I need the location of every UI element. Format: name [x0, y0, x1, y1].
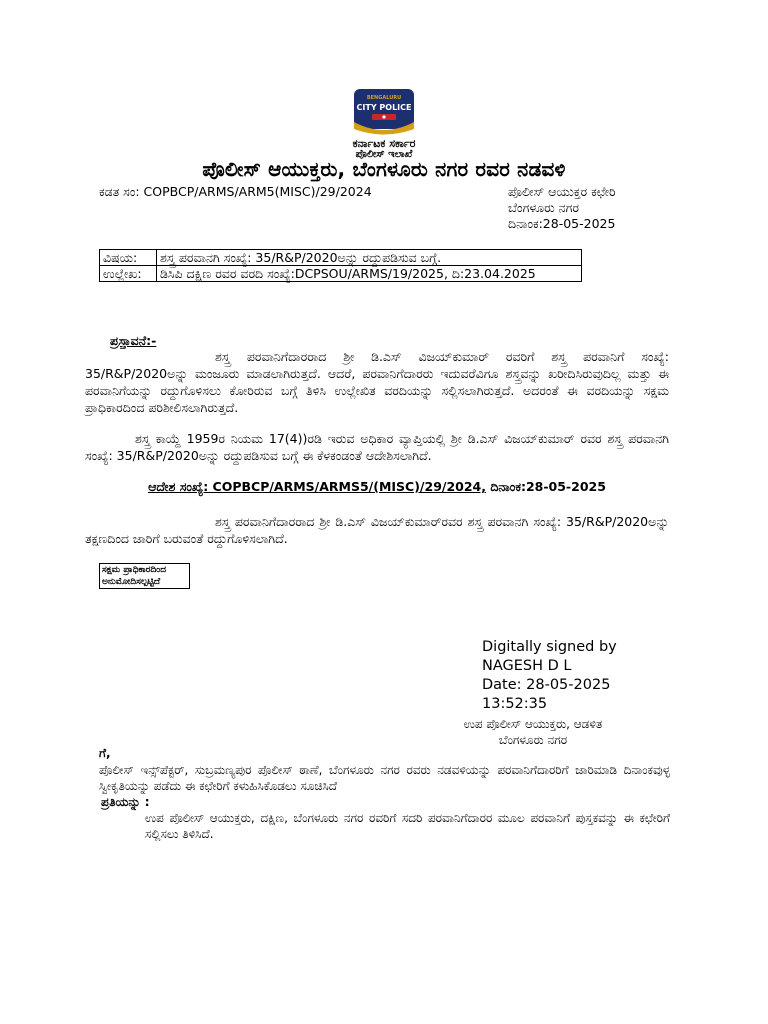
- preamble-heading: ಪ್ರಸ್ತಾವನೆ:-: [110, 333, 157, 348]
- subject-label: ವಿಷಯ:: [100, 250, 157, 266]
- signature-time: 13:52:35: [482, 696, 548, 712]
- government-line: ಕರ್ನಾಟಕ ಸರ್ಕಾರ: [352, 137, 416, 150]
- signature-date: Date: 28-05-2025: [482, 677, 611, 693]
- signature-line-1: Digitally signed by: [482, 639, 617, 655]
- designation-line-1: ಉಪ ಪೊಲೀಸ್ ಆಯುಕ್ತರು, ಆಡಳಿತ: [463, 717, 603, 731]
- order-heading: [85, 478, 669, 495]
- order-paragraph: ಶಸ್ತ್ರ ಪರವಾನಿಗೆದಾರರಾದ ಶ್ರೀ ಡಿ.ಎಸ್ ವಿಜಯ್‌ಕುಮಾರ್‌ರವರ ಶಸ್ತ್ರ ಪರವಾನಗಿ ಸಂಖ್ಯೆ: 35/R&P/2020ಅನ್ನು ತಕ್ಷಣದಿಂದ ಜಾರಿಗೆ ಬರುವಂತೆ ರದ್ದುಗೊಳಿಸಲಾಗಿದೆ.: [85, 514, 669, 546]
- document-date: ದಿನಾಂಕ:28-05-2025: [508, 216, 616, 231]
- signer-name: NAGESH D L: [482, 658, 572, 674]
- office-city: ಬೆಂಗಳೂರು ನಗರ: [508, 200, 579, 215]
- copy-to-paragraph: ಉಪ ಪೊಲೀಸ್ ಆಯುಕ್ತರು, ದಕ್ಷಿಣ, ಬೆಂಗಳೂರು ನಗರ ರವರಿಗೆ ಸದರಿ ಪರವಾನಿಗೆದಾರರ ಮೂಲ ಪರವಾನಿಗೆ ಪುಸ್ತಕವನ್ನು ಈ ಕಛೇರಿಗೆ ಸಲ್ಲಿಸಲು ತಿಳಿಸಿದೆ.: [145, 811, 670, 841]
- stamp-line-2: ಅನುಮೋದಿಸಲ್ಪಟ್ಟಿದೆ: [102, 577, 161, 587]
- reference-value: ಡಿಸಿಪಿ ದಕ್ಷಿಣ ರವರ ವರದಿ ಸಂಖ್ಯೆ:DCPSOU/ARMS/19/2025, ದಿ:23.04.2025: [157, 266, 582, 282]
- file-reference-number: ಕಡತ ಸಂ: COPBCP/ARMS/ARM5(MISC)/29/2024: [99, 184, 372, 199]
- order-date: ದಿನಾಂಕ:28-05-2025: [486, 479, 606, 494]
- recipient-paragraph: ಪೊಲೀಸ್ ಇನ್ಸ್‌ಪೆಕ್ಟರ್, ಸುಬ್ರಮಣ್ಯಪುರ ಪೊಲೀಸ್ ಠಾಣೆ, ಬೆಂಗಳೂರು ನಗರ ರವರು ನಡವಳಿಯನ್ನು ಪರವಾನಿಗೆದಾರರಿಗೆ ಜಾರಿಮಾಡಿ ದಿನಾಂಕವುಳ್ಳ ಸ್ವೀಕೃತಿಯನ್ನು ಪಡೆದು ಈ ಕಛೇರಿಗೆ ಕಳುಹಿಸಿಕೊಡಲು ಸೂಚಿಸಿದೆ: [99, 763, 670, 793]
- designation-line-2: ಬೆಂಗಳೂರು ನಗರ: [498, 733, 568, 747]
- stamp-line-1: ಸಕ್ಷಮ ಪ್ರಾಧಿಕಾರದಿಂದ: [102, 565, 167, 575]
- department-line: ಪೊಲೀಸ್ ಇಲಾಖೆ: [355, 149, 413, 160]
- approval-stamp: [99, 563, 190, 589]
- subject-row: [100, 250, 582, 266]
- logo-text-top: BENGALURU: [366, 95, 402, 101]
- reference-label: ಉಲ್ಲೇಖ:: [100, 266, 157, 282]
- office-name: ಪೊಲೀಸ್ ಆಯುಕ್ತರ ಕಛೇರಿ: [508, 184, 616, 199]
- logo-text-main: CITY POLICE: [356, 103, 412, 112]
- authority-paragraph: ಶಸ್ತ್ರ ಕಾಯ್ದೆ 1959ರ ನಿಯಮ 17(4))ರಡಿ ಇರುವ ಅಧಿಕಾರ ವ್ಯಾಪ್ತಿಯಲ್ಲಿ ಶ್ರೀ ಡಿ.ಎಸ್ ವಿಜಯ್‌ಕುಮಾರ್ ರವರ ಶಸ್ತ್ರ ಪರವಾನಗಿ ಸಂಖ್ಯೆ: 35/R&P/2020ಅನ್ನು ರದ್ದುಪಡಿಸುವ ಬಗ್ಗೆ ಈ ಕೆಳಕಂಡಂತೆ ಆದೇಶಿಸಲಾಗಿದೆ.: [85, 431, 669, 463]
- subject-reference-table: [99, 249, 582, 282]
- copy-to-label: ಪ್ರತಿಯನ್ನು :: [101, 795, 150, 809]
- to-label: ಗೆ,: [99, 746, 111, 760]
- reference-row: [100, 266, 582, 282]
- preamble-paragraph: ಶಸ್ತ್ರ ಪರವಾನಿಗೆದಾರರಾದ ಶ್ರೀ ಡಿ.ಎಸ್ ವಿಜಯ್‌ಕುಮಾರ್ ರವರಿಗೆ ಶಸ್ತ್ರ ಪರವಾನಿಗೆ ಸಂಖ್ಯೆ: 35/R&P/2020ಅನ್ನು ಮಂಜೂರು ಮಾಡಲಾಗಿರುತ್ತದೆ. ಆದರೆ, ಪರವಾನಿಗೆದಾರರು ಇದುವರೆವಿಗೂ ಶಸ್ತ್ರವನ್ನು ಖರೀದಿಸಿರುವುದಿಲ್ಲ ಮತ್ತು ಈ ಪರವಾನಿಗೆಯನ್ನು ರದ್ದುಗೊಳಿಸಲು ಕೋರಿರುವ ಬಗ್ಗೆ ತಿಳಿಸಿ ಉಲ್ಲೇಖಿತ ವರದಿಯನ್ನು ಸಲ್ಲಿಸಲಾಗಿರುತ್ತದೆ. ಅದರಂತೆ ಈ ವರದಿಯನ್ನು ಸಕ್ಷಮ ಪ್ರಾಧಿಕಾರದಿಂದ ಪರಿಶೀಲಿಸಲಾಗಿರುತ್ತದೆ.: [85, 349, 669, 415]
- police-emblem-icon: [348, 88, 420, 136]
- signer-designation: [428, 716, 638, 748]
- digital-signature: [482, 638, 617, 714]
- document-title: ಪೊಲೀಸ್ ಆಯುಕ್ತರು, ಬೆಂಗಳೂರು ನಗರ ರವರ ನಡವಳಿ: [202, 157, 566, 181]
- subject-value: ಶಸ್ತ್ರ ಪರವಾನಗಿ ಸಂಖ್ಯೆ: 35/R&P/2020ಅನ್ನು ರದ್ದುಪಡಿಸುವ ಬಗ್ಗೆ.: [157, 250, 582, 266]
- order-number: ಆದೇಶ ಸಂಖ್ಯೆ: COPBCP/ARMS/ARMS5/(MISC)/29/2024,: [148, 479, 486, 494]
